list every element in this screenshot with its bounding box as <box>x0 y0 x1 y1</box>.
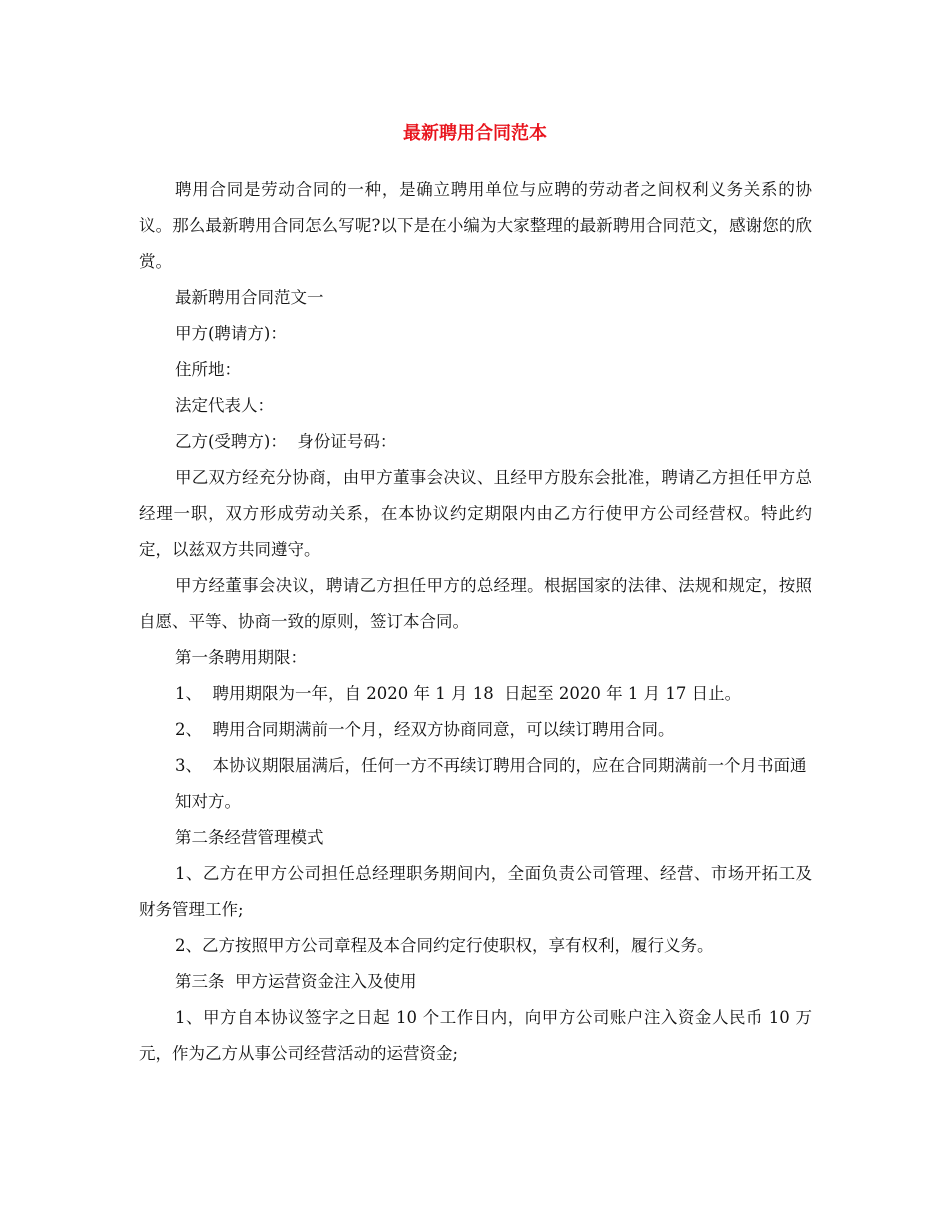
document-body <box>139 172 812 1072</box>
paragraph-article-1-item-2: 2、 聘用合同期满前一个月，经双方协商同意，可以续订聘用合同。 <box>175 720 675 739</box>
paragraph-legal-rep: 法定代表人： <box>175 396 274 415</box>
paragraph-article-1-item-3-cont: 知对方。 <box>175 792 241 811</box>
paragraph-article-2-item-2: 2、乙方按照甲方公司章程及本合同约定行使职权，享有权利，履行义务。 <box>175 936 714 955</box>
paragraph-article-2-item-1: 1、乙方在甲方公司担任总经理职务期间内，全面负责公司管理、经营、市场开拓工及财务管理工作; <box>139 864 812 919</box>
paragraph-party-a: 甲方(聘请方)： <box>175 324 287 343</box>
paragraph-intro: 聘用合同是劳动合同的一种，是确立聘用单位与应聘的劳动者之间权利义务关系的协议。那么最新聘用合同怎么写呢?以下是在小编为大家整理的最新聘用合同范文，感谢您的欣赏。 <box>139 180 812 271</box>
document-title: 最新聘用合同范本 <box>403 123 547 144</box>
paragraph-article-1-item-1: 1、 聘用期限为一年，自 2020 年 1 月 18 日起至 2020 年 1 月 17 日止。 <box>175 684 742 703</box>
paragraph-resolution: 甲方经董事会决议，聘请乙方担任甲方的总经理。根据国家的法律、法规和规定，按照自愿、平等、协商一致的原则，签订本合同。 <box>139 576 812 631</box>
paragraph-party-b: 乙方(受聘方)： 身份证号码： <box>175 432 397 451</box>
paragraph-article-2-heading: 第二条经营管理模式 <box>175 828 324 847</box>
paragraph-article-1-item-3: 3、 本协议期限届满后，任何一方不再续订聘用合同的，应在合同期满前一个月书面通 <box>175 756 807 775</box>
paragraph-article-3-heading: 第三条 甲方运营资金注入及使用 <box>175 972 417 991</box>
paragraph-article-1-heading: 第一条聘用期限： <box>175 648 307 667</box>
paragraph-agreement: 甲乙双方经充分协商，由甲方董事会决议、且经甲方股东会批准，聘请乙方担任甲方总经理一职，双方形成劳动关系，在本协议约定期限内由乙方行使甲方公司经营权。特此约定，以兹双方共同遵守。 <box>139 468 812 559</box>
paragraph-sample-heading: 最新聘用合同范文一 <box>175 288 324 307</box>
paragraph-address: 住所地： <box>175 360 241 379</box>
paragraph-article-3-item-1: 1、甲方自本协议签字之日起 10 个工作日内，向甲方公司账户注入资金人民币 10 万元，作为乙方从事公司经营活动的运营资金; <box>139 1008 812 1063</box>
